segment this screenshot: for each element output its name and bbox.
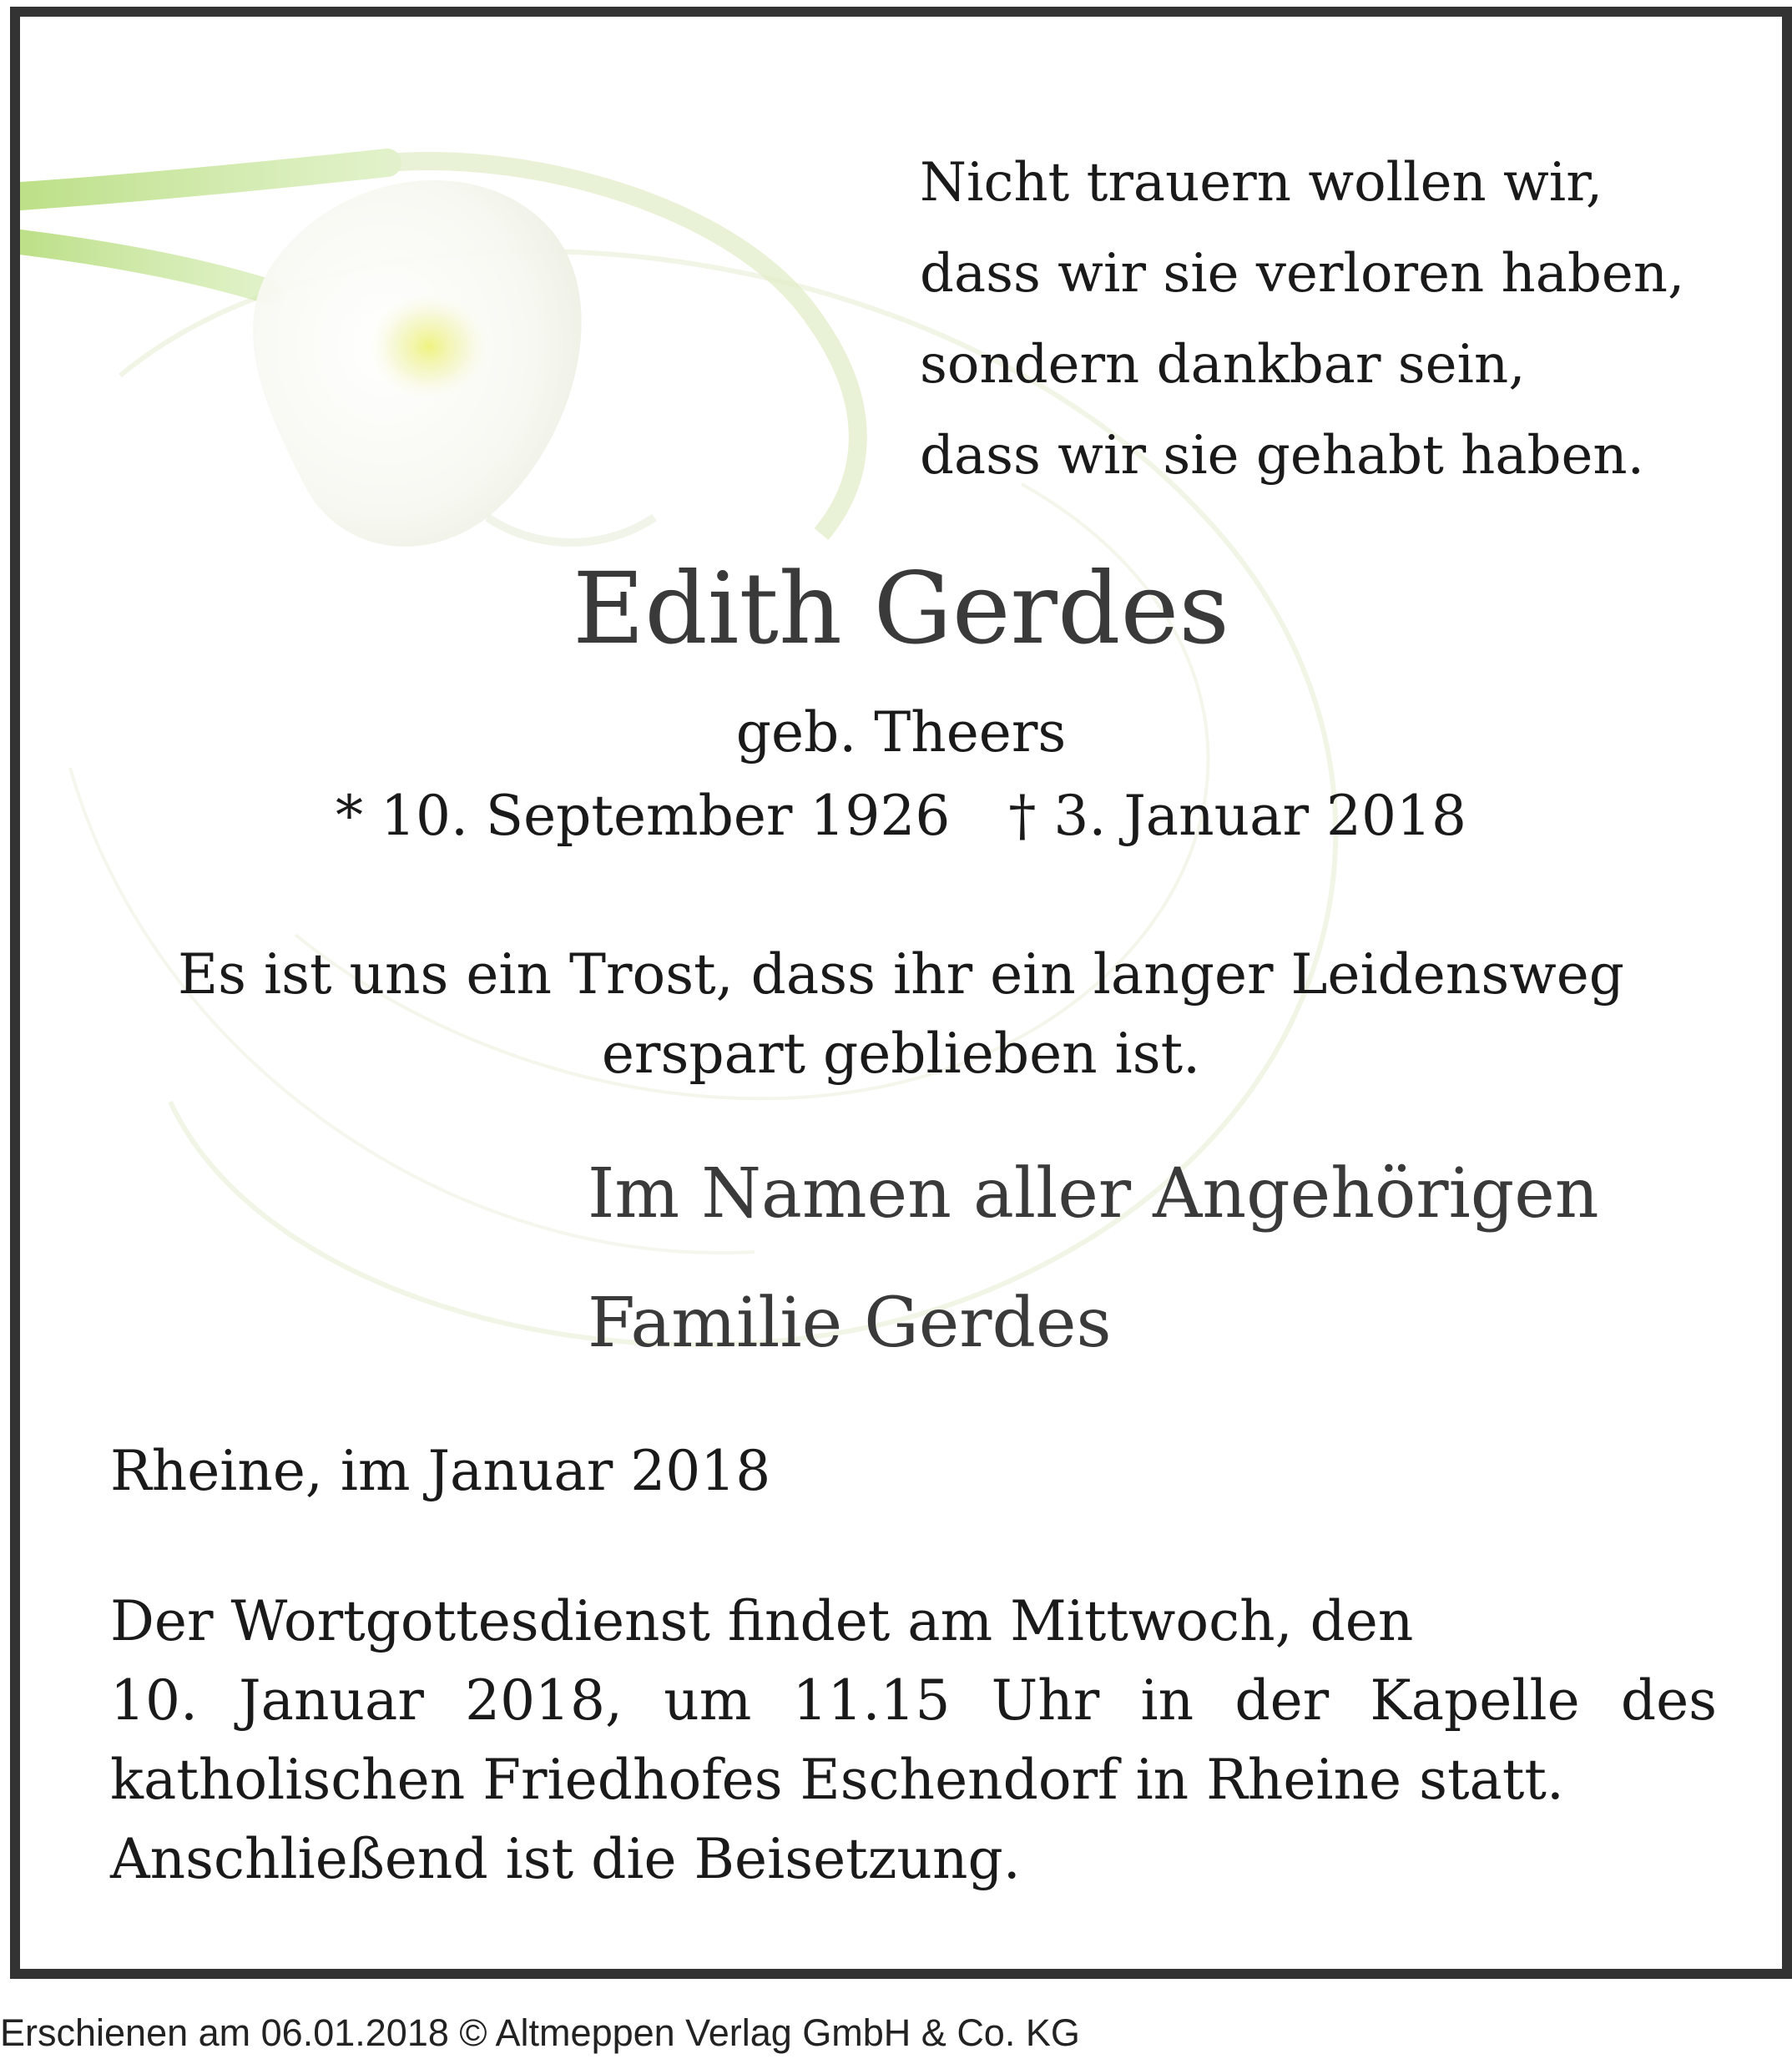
service-line: Anschließend ist die Beisetzung. <box>110 1827 1021 1891</box>
deceased-name: Edith Gerdes <box>573 551 1229 666</box>
poem-line: Nicht trauern wollen wir, <box>920 152 1603 214</box>
poem-line: dass wir sie verloren haben, <box>920 243 1685 305</box>
poem <box>920 138 1684 502</box>
on-behalf-line: Im Namen aller Angehörigen <box>588 1154 1599 1234</box>
family-signature: Familie Gerdes <box>588 1284 1112 1363</box>
poem-line: sondern dankbar sein, <box>920 334 1526 396</box>
birth-date: * 10. September 1926 <box>335 784 951 848</box>
life-dates <box>20 784 1782 848</box>
birth-name: geb. Theers <box>735 700 1067 765</box>
service-notice <box>110 1582 1717 1899</box>
service-line: katholischen Friedhofes Eschendorf in Rheine statt. <box>110 1748 1564 1812</box>
comfort-line: Es ist uns ein Trost, dass ihr ein langer Leidensweg <box>177 942 1625 1007</box>
place-date: Rheine, im Januar 2018 <box>110 1439 771 1503</box>
death-date: † 3. Januar 2018 <box>1008 784 1466 848</box>
comfort-text <box>20 935 1782 1093</box>
publication-footer: Erschienen am 06.01.2018 © Altmeppen Verlag GmbH & Co. KG <box>0 2011 1080 2054</box>
poem-line: dass wir sie gehabt haben. <box>920 425 1644 487</box>
obituary-frame <box>10 7 1792 1979</box>
service-line: Der Wortgottesdienst findet am Mittwoch, den <box>110 1589 1414 1653</box>
service-line: 10. Januar 2018, um 11.15 Uhr in der Kapelle des <box>110 1668 1717 1733</box>
comfort-line: erspart geblieben ist. <box>601 1022 1201 1086</box>
